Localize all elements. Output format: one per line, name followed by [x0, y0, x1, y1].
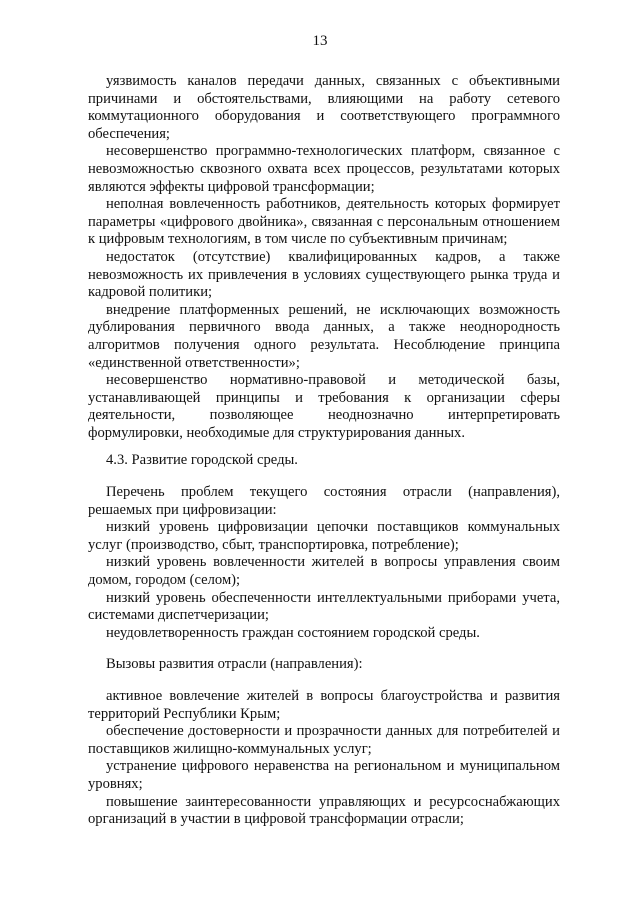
challenge-item-3: устранение цифрового неравенства на региональном и муниципальном уровнях; [88, 758, 560, 792]
problem-item-3: низкий уровень обеспеченности интеллектуальными приборами учета, системами диспетчеризации; [88, 589, 560, 624]
problem-item-4: неудовлетворенность граждан состоянием городской среды. [106, 624, 480, 641]
challenges-lead: Вызовы развития отрасли (направления): [106, 656, 363, 673]
paragraph-3: неполная вовлеченность работников, деятельность которых формирует параметры «цифрового двойника», связанная с персональным отношением к цифровым технологиям, в том числе по субъективным причинам; [88, 196, 560, 248]
paragraph-4: недостаток (отсутствие) квалифицированных кадров, а также невозможность их привлечения в условиях существующего рынка труда и кадровой политики; [88, 248, 560, 301]
problems-lead: Перечень проблем текущего состояния отрасли (направления), решаемых при цифровизации: [88, 484, 560, 518]
paragraph-1: уязвимость каналов передачи данных, связанных с объективными причинами и обстоятельствами, влияющими на работу сетевого коммутационного оборудования и соответствующего программного обеспечения; [88, 73, 560, 142]
paragraph-2: несовершенство программно-технологических платформ, связанное с невозможностью сквозного охвата всех процессов, результатами которых являются эффекты цифровой трансформации; [88, 143, 560, 195]
page-number: 13 [312, 33, 328, 49]
challenge-item-4: повышение заинтересованности управляющих и ресурсоснабжающих организаций в участии в цифровой трансформации отрасли; [88, 793, 560, 828]
document-body [88, 73, 560, 829]
challenge-item-1: активное вовлечение жителей в вопросы благоустройства и развития территорий Республики Крым; [88, 688, 560, 722]
problem-item-2: низкий уровень вовлеченности жителей в вопросы управления своим домом, городом (селом); [88, 554, 560, 589]
problem-item-1: низкий уровень цифровизации цепочки поставщиков коммунальных услуг (производство, сбыт, транспортировка, потребление); [88, 519, 560, 553]
paragraph-6: несовершенство нормативно-правовой и методической базы, устанавливающей принципы и требования к организации сферы деятельности, позволяющее неоднозначно интерпретировать формулировки, необходимые для структурирования данных. [88, 372, 560, 441]
challenge-item-2: обеспечение достоверности и прозрачности данных для потребителей и поставщиков жилищно-коммунальных услуг; [88, 723, 560, 757]
paragraph-5: внедрение платформенных решений, не исключающих возможность дублирования первичного ввода данных, а также неоднородность алгоритмов получения одного результата. Несоблюдение принципа «единственной ответственности»; [88, 301, 560, 371]
section-heading: 4.3. Развитие городской среды. [106, 452, 298, 469]
